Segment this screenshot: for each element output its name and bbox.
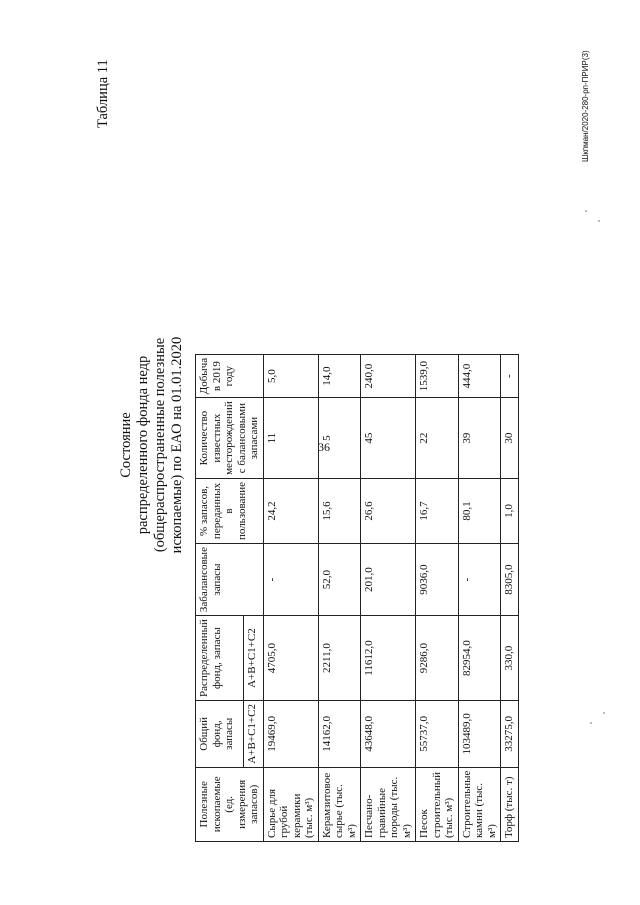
cell-production: 444,0 xyxy=(458,354,501,397)
cell-distributed: 82954,0 xyxy=(458,616,501,701)
cell-total: 14162,0 xyxy=(318,701,361,768)
table-row xyxy=(263,354,318,841)
title-line-2: распределенного фонда недр (общераспространенные полезные xyxy=(135,337,168,553)
cell-total: 43648,0 xyxy=(361,701,416,768)
cell-total: 19469,0 xyxy=(263,701,318,768)
cell-mineral: Строительные камни (тыс. м³) xyxy=(458,767,501,841)
cell-percent: 16,7 xyxy=(416,478,459,543)
header-distributed: Распределенный фонд, запасы xyxy=(196,616,244,701)
cell-count: 39 xyxy=(458,398,501,479)
cell-percent: 24,2 xyxy=(263,478,318,543)
cell-percent: 80,1 xyxy=(458,478,501,543)
cell-distributed: 330,0 xyxy=(501,616,519,701)
document-title xyxy=(118,280,186,610)
subheader-total-category: A+B+C1+C2 xyxy=(243,701,263,768)
cell-percent: 1,0 xyxy=(501,478,519,543)
table-row xyxy=(458,354,501,841)
cell-production: 14,0 xyxy=(318,354,361,397)
cell-distributed: 2211,0 xyxy=(318,616,361,701)
cell-distributed: 11612,0 xyxy=(361,616,416,701)
cell-offbalance: 52,0 xyxy=(318,544,361,616)
cell-offbalance: 8305,0 xyxy=(501,544,519,616)
header-percent: % запасов, переданных в пользование xyxy=(196,478,264,543)
cell-mineral: Торф (тыс. т) xyxy=(501,767,519,841)
minerals-table xyxy=(195,354,519,842)
title-line-1: Состояние xyxy=(118,412,134,478)
table-row xyxy=(501,354,519,841)
cell-offbalance: 9036,0 xyxy=(416,544,459,616)
cell-count: 5 xyxy=(318,398,361,479)
cell-offbalance: 201,0 xyxy=(361,544,416,616)
cell-distributed: 4705,0 xyxy=(263,616,318,701)
cell-production: - xyxy=(501,354,519,397)
cell-offbalance: - xyxy=(263,544,318,616)
cell-count: 11 xyxy=(263,398,318,479)
header-offbalance: Забалансовые запасы xyxy=(196,544,264,616)
cell-mineral: Песчано-гравийные породы (тыс. м³) xyxy=(361,767,416,841)
cell-percent: 15,6 xyxy=(318,478,361,543)
document-stamp: Шкпман/2020-280-рп-ПРИР(3) xyxy=(581,50,590,162)
scan-speck xyxy=(590,722,592,724)
cell-offbalance: - xyxy=(458,544,501,616)
cell-production: 1539,0 xyxy=(416,354,459,397)
scan-speck xyxy=(585,210,587,212)
table-row xyxy=(361,354,416,841)
header-production: Добыча в 2019 году xyxy=(196,354,264,397)
cell-production: 5,0 xyxy=(263,354,318,397)
table-caption: Таблица 11 xyxy=(95,59,111,128)
minerals-table-wrapper xyxy=(195,354,519,842)
table-row xyxy=(416,354,459,841)
header-count: Количество известных месторождений с балансовыми запасами xyxy=(196,398,264,479)
cell-distributed: 9286,0 xyxy=(416,616,459,701)
cell-mineral: Керамзитовое сырье (тыс. м³) xyxy=(318,767,361,841)
scan-speck xyxy=(603,712,605,714)
subheader-distributed-category: A+B+C1+C2 xyxy=(243,616,263,701)
cell-production: 240,0 xyxy=(361,354,416,397)
cell-total: 103489,0 xyxy=(458,701,501,768)
page-number: 36 xyxy=(318,440,330,454)
cell-mineral: Сырье для грубой керамики (тыс. м³) xyxy=(263,767,318,841)
scan-speck xyxy=(598,220,600,222)
header-total: Общий фонд, запасы xyxy=(196,701,244,768)
cell-count: 22 xyxy=(416,398,459,479)
cell-percent: 26,6 xyxy=(361,478,416,543)
cell-total: 55737,0 xyxy=(416,701,459,768)
table-row xyxy=(318,354,361,841)
cell-count: 30 xyxy=(501,398,519,479)
header-mineral: Полезные ископаемые (ед. измерения запасов) xyxy=(196,767,264,841)
cell-mineral: Песок строительный (тыс. м³) xyxy=(416,767,459,841)
cell-total: 33275,0 xyxy=(501,701,519,768)
cell-count: 45 xyxy=(361,398,416,479)
title-line-3: ископаемые) по ЕАО на 01.01.2020 xyxy=(169,336,185,554)
